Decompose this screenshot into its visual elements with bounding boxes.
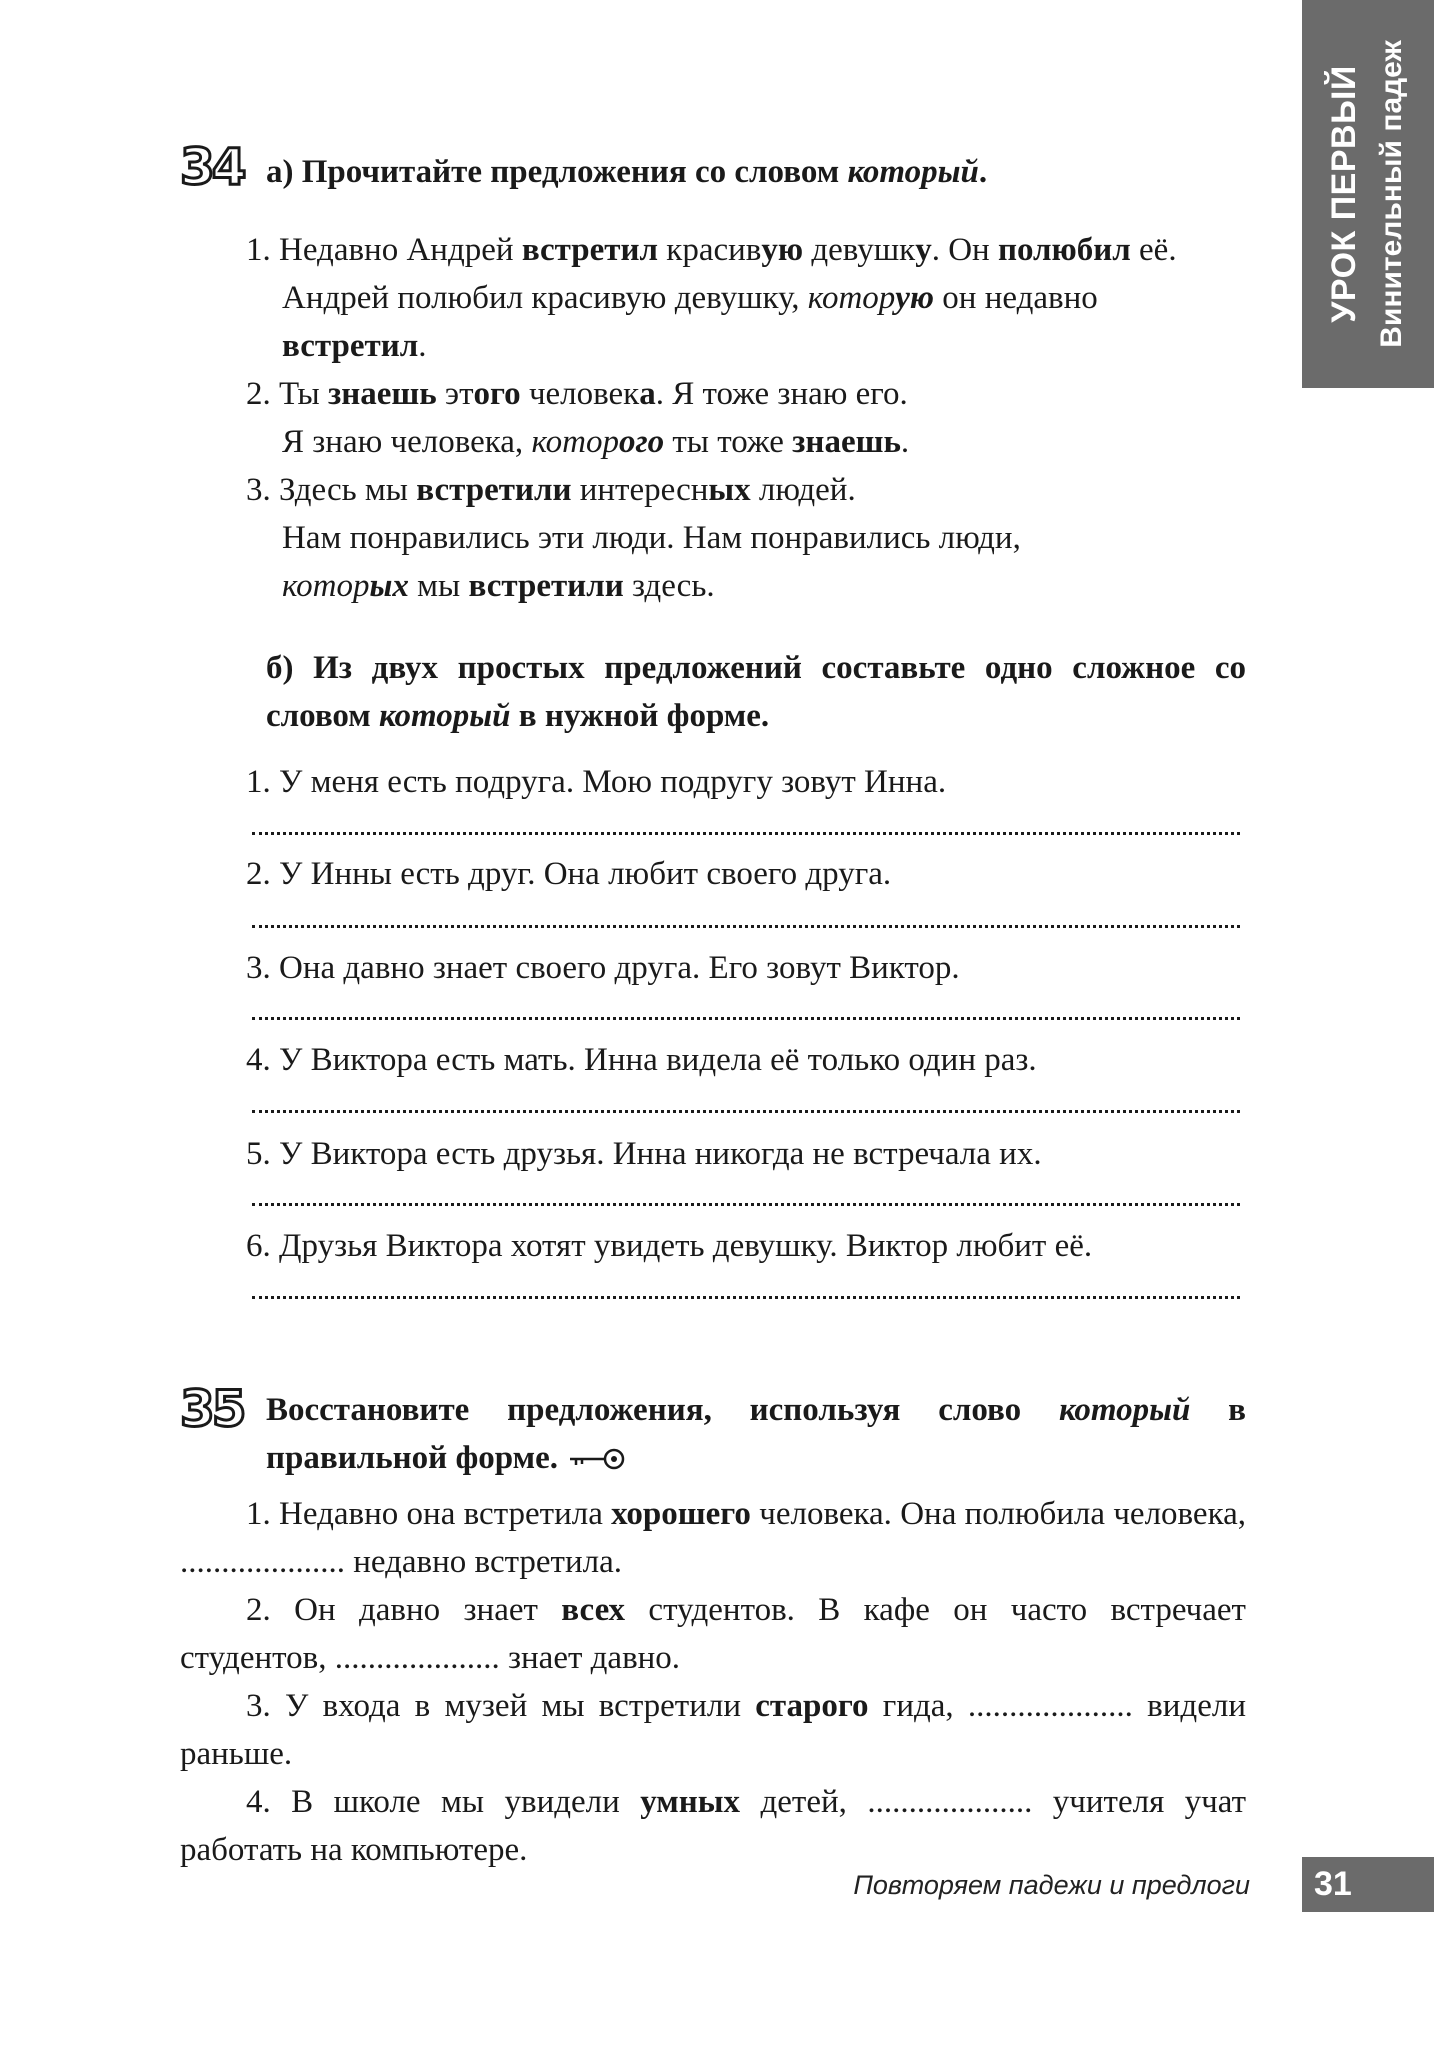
page-number: 31 [1302, 1857, 1434, 1912]
sentence-3-line-1: 3. Здесь мы встретили интересных людей. [246, 472, 856, 508]
exercise-35-item-1: 1. Недавно она встретила хорошего человека. Она полюбила человека, .................... недавно встретила. [180, 1496, 1247, 1580]
sentence-1-line-3: встретил. [282, 328, 427, 364]
answer-line-1[interactable] [252, 829, 1240, 835]
answer-line-3[interactable] [252, 1014, 1240, 1020]
sentence-3-line-3: которых мы встретили здесь. [282, 568, 715, 604]
exercise-34b-item-4: 4. У Виктора есть мать. Инна видела её только один раз. [246, 1042, 1037, 1078]
exercise-34-number: 34 [180, 138, 244, 196]
exercise-35-item-4: 4. В школе мы увидели умных детей, .................... учителя учат работать на компьютере. [180, 1784, 1246, 1868]
exercise-34b-item-2: 2. У Инны есть друг. Она любит своего друга. [246, 856, 892, 892]
chapter-title: УРОК ПЕРВЫЙ [1325, 65, 1363, 323]
exercise-34b-item-6: 6. Друзья Виктора хотят увидеть девушку. Виктор любит её. [246, 1228, 1093, 1264]
answer-line-4[interactable] [252, 1107, 1240, 1113]
exercise-35-item-2: 2. Он давно знает всех студентов. В кафе он часто встречает студентов, .................... знает давно. [180, 1592, 1246, 1676]
answer-line-5[interactable] [252, 1200, 1240, 1206]
key-icon [568, 1436, 628, 1484]
exercise-34b-item-3: 3. Она давно знает своего друга. Его зовут Виктор. [246, 950, 960, 986]
exercise-35-number: 35 [180, 1380, 244, 1438]
answer-line-2[interactable] [252, 922, 1240, 928]
sentence-3-line-2: Нам понравились эти люди. Нам понравились люди, [282, 520, 1021, 556]
exercise-35-instruction: Восстановите предложения, используя слово который в правильной форме. [266, 1386, 1246, 1484]
sentence-2-line-2: Я знаю человека, которого ты тоже знаешь. [282, 424, 910, 460]
answer-line-6[interactable] [252, 1293, 1240, 1299]
sentence-1-line-1: 1. Недавно Андрей встретил красивую девушку. Он полюбил её. [246, 232, 1177, 268]
running-footer: Повторяем падежи и предлоги [853, 1870, 1250, 1900]
chapter-subtitle: Винительный падеж [1375, 40, 1408, 348]
exercise-34a-sentences [246, 226, 1246, 610]
chapter-side-tab [1302, 0, 1434, 388]
exercise-34b-item-5: 5. У Виктора есть друзья. Инна никогда не встречала их. [246, 1136, 1042, 1172]
exercise-34a-instruction: а) Прочитайте предложения со словом который. [266, 154, 988, 190]
exercise-34b-instruction: б) Из двух простых предложений составьте одно сложное со словом который в нужной форме. [266, 650, 1246, 734]
exercise-34b-item-1: 1. У меня есть подруга. Мою подругу зовут Инна. [246, 764, 947, 800]
exercise-35-item-3: 3. У входа в музей мы встретили старого гида, .................... видели раньше. [180, 1688, 1246, 1772]
sentence-2-line-1: 2. Ты знаешь этого человека. Я тоже знаю его. [246, 376, 908, 412]
sentence-1-line-2: Андрей полюбил красивую девушку, которую он недавно [282, 280, 1098, 316]
exercise-35-items [180, 1490, 1246, 1874]
